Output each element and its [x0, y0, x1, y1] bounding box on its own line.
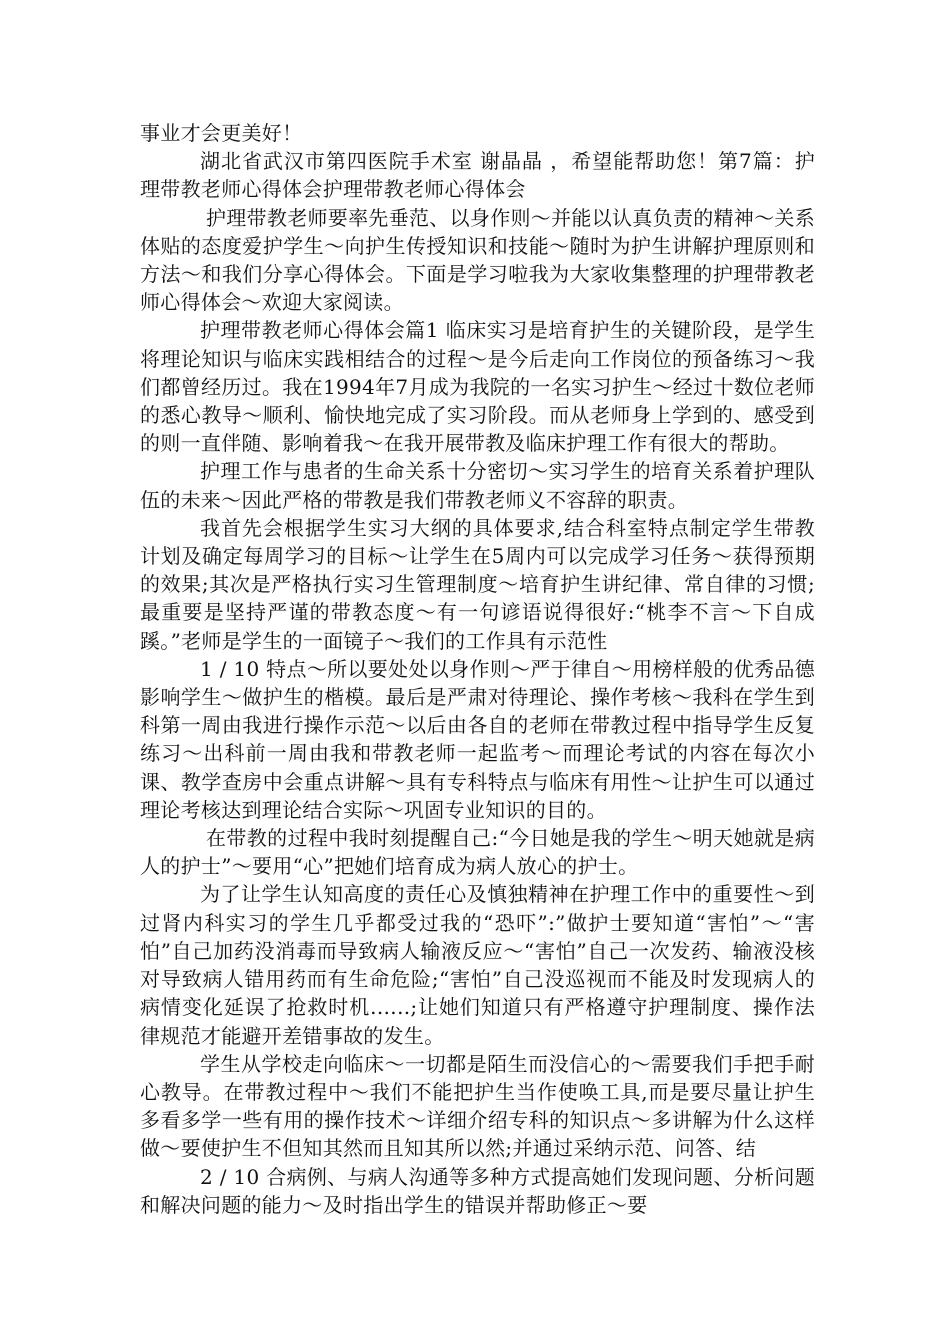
document-page [140, 119, 815, 1219]
paragraph-5: 护理工作与患者的生命关系十分密切～实习学生的培育关系着护理队伍的未来～因此严格的带教是我们带教老师义不容辞的职责。 [140, 459, 815, 512]
paragraph-3: 护理带教老师要率先垂范、以身作则～并能以认真负责的精神～关系体贴的态度爱护学生～向护生传授知识和技能～随时为护生讲解护理原则和方法～和我们分享心得体会。下面是学习啦我为大家收集整理的护理带教老师心得体会～欢迎大家阅读。 [140, 205, 815, 315]
paragraph-2: 湖北省武汉市第四医院手术室 谢晶晶 ，希望能帮助您！第7篇：护理带教老师心得体会护理带教老师心得体会 [140, 149, 815, 202]
paragraph-4: 护理带教老师心得体会篇1 临床实习是培育护生的关键阶段，是学生将理论知识与临床实践相结合的过程～是今后走向工作岗位的预备练习～我们都曾经历过。我在1994年7月成为我院的一名实习护生～经过十数位老师的悉心教导～顺利、愉快地完成了实习阶段。而从老师身上学到的、感受到的则一直伴随、影响着我～在我开展带教及临床护理工作有很大的帮助。 [140, 318, 815, 456]
paragraph-1: 事业才会更美好！ [140, 121, 303, 145]
paragraph-7: 1 / 10 特点～所以要处处以身作则～严于律自～用榜样般的优秀品德影响学生～做护生的楷模。最后是严肃对待理论、操作考核～我科在学生到科第一周由我进行操作示范～以后由各自的老师在带教过程中指导学生反复练习～出科前一周由我和带教老师一起监考～而理论考试的内容在每次小课、教学查房中会重点讲解～具有专科特点与临床有用性～让护生可以通过理论考核达到理论结合实际～巩固专业知识的目的。 [140, 656, 815, 822]
paragraph-6: 我首先会根据学生实习大纲的具体要求,结合科室特点制定学生带教计划及确定每周学习的目标～让学生在5周内可以完成学习任务～获得预期的效果;其次是严格执行实习生管理制度～培育护生讲纪律、常自律的习惯;最重要是坚持严谨的带教态度～有一句谚语说得很好:“桃李不言～下自成蹊。”老师是学生的一面镜子～我们的工作具有示范性 [140, 515, 815, 653]
paragraph-11: 2 / 10 合病例、与病人沟通等多种方式提高她们发现问题、分析问题和解决问题的能力～及时指出学生的错误并帮助修正～要 [140, 1164, 815, 1217]
paragraph-9: 为了让学生认知高度的责任心及慎独精神在护理工作中的重要性～到过肾内科实习的学生几乎都受过我的“恐吓”:”做护士要知道“害怕”～“害怕”自己加药没消毒而导致病人输液反应～“害怕”自己一次发药、输液没核对导致病人错用药而有生命危险;“害怕”自己没巡视而不能及时发现病人的病情变化延误了抢救时机.…..;让她们知道只有严格遵守护理制度、操作法律规范才能避开差错事故的发生。 [140, 882, 815, 1048]
paragraph-10: 学生从学校走向临床～一切都是陌生而没信心的～需要我们手把手耐心教导。在带教过程中～我们不能把护生当作使唤工具,而是要尽量让护生多看多学一些有用的操作技术～详细介绍专科的知识点～多讲解为什么这样做～要使护生不但知其然而且知其所以然;并通过采纳示范、问答、结 [140, 1051, 815, 1161]
paragraph-8: 在带教的过程中我时刻提醒自己:“今日她是我的学生～明天她就是病人的护士”～要用“心”把她们培育成为病人放心的护士。 [140, 826, 815, 879]
